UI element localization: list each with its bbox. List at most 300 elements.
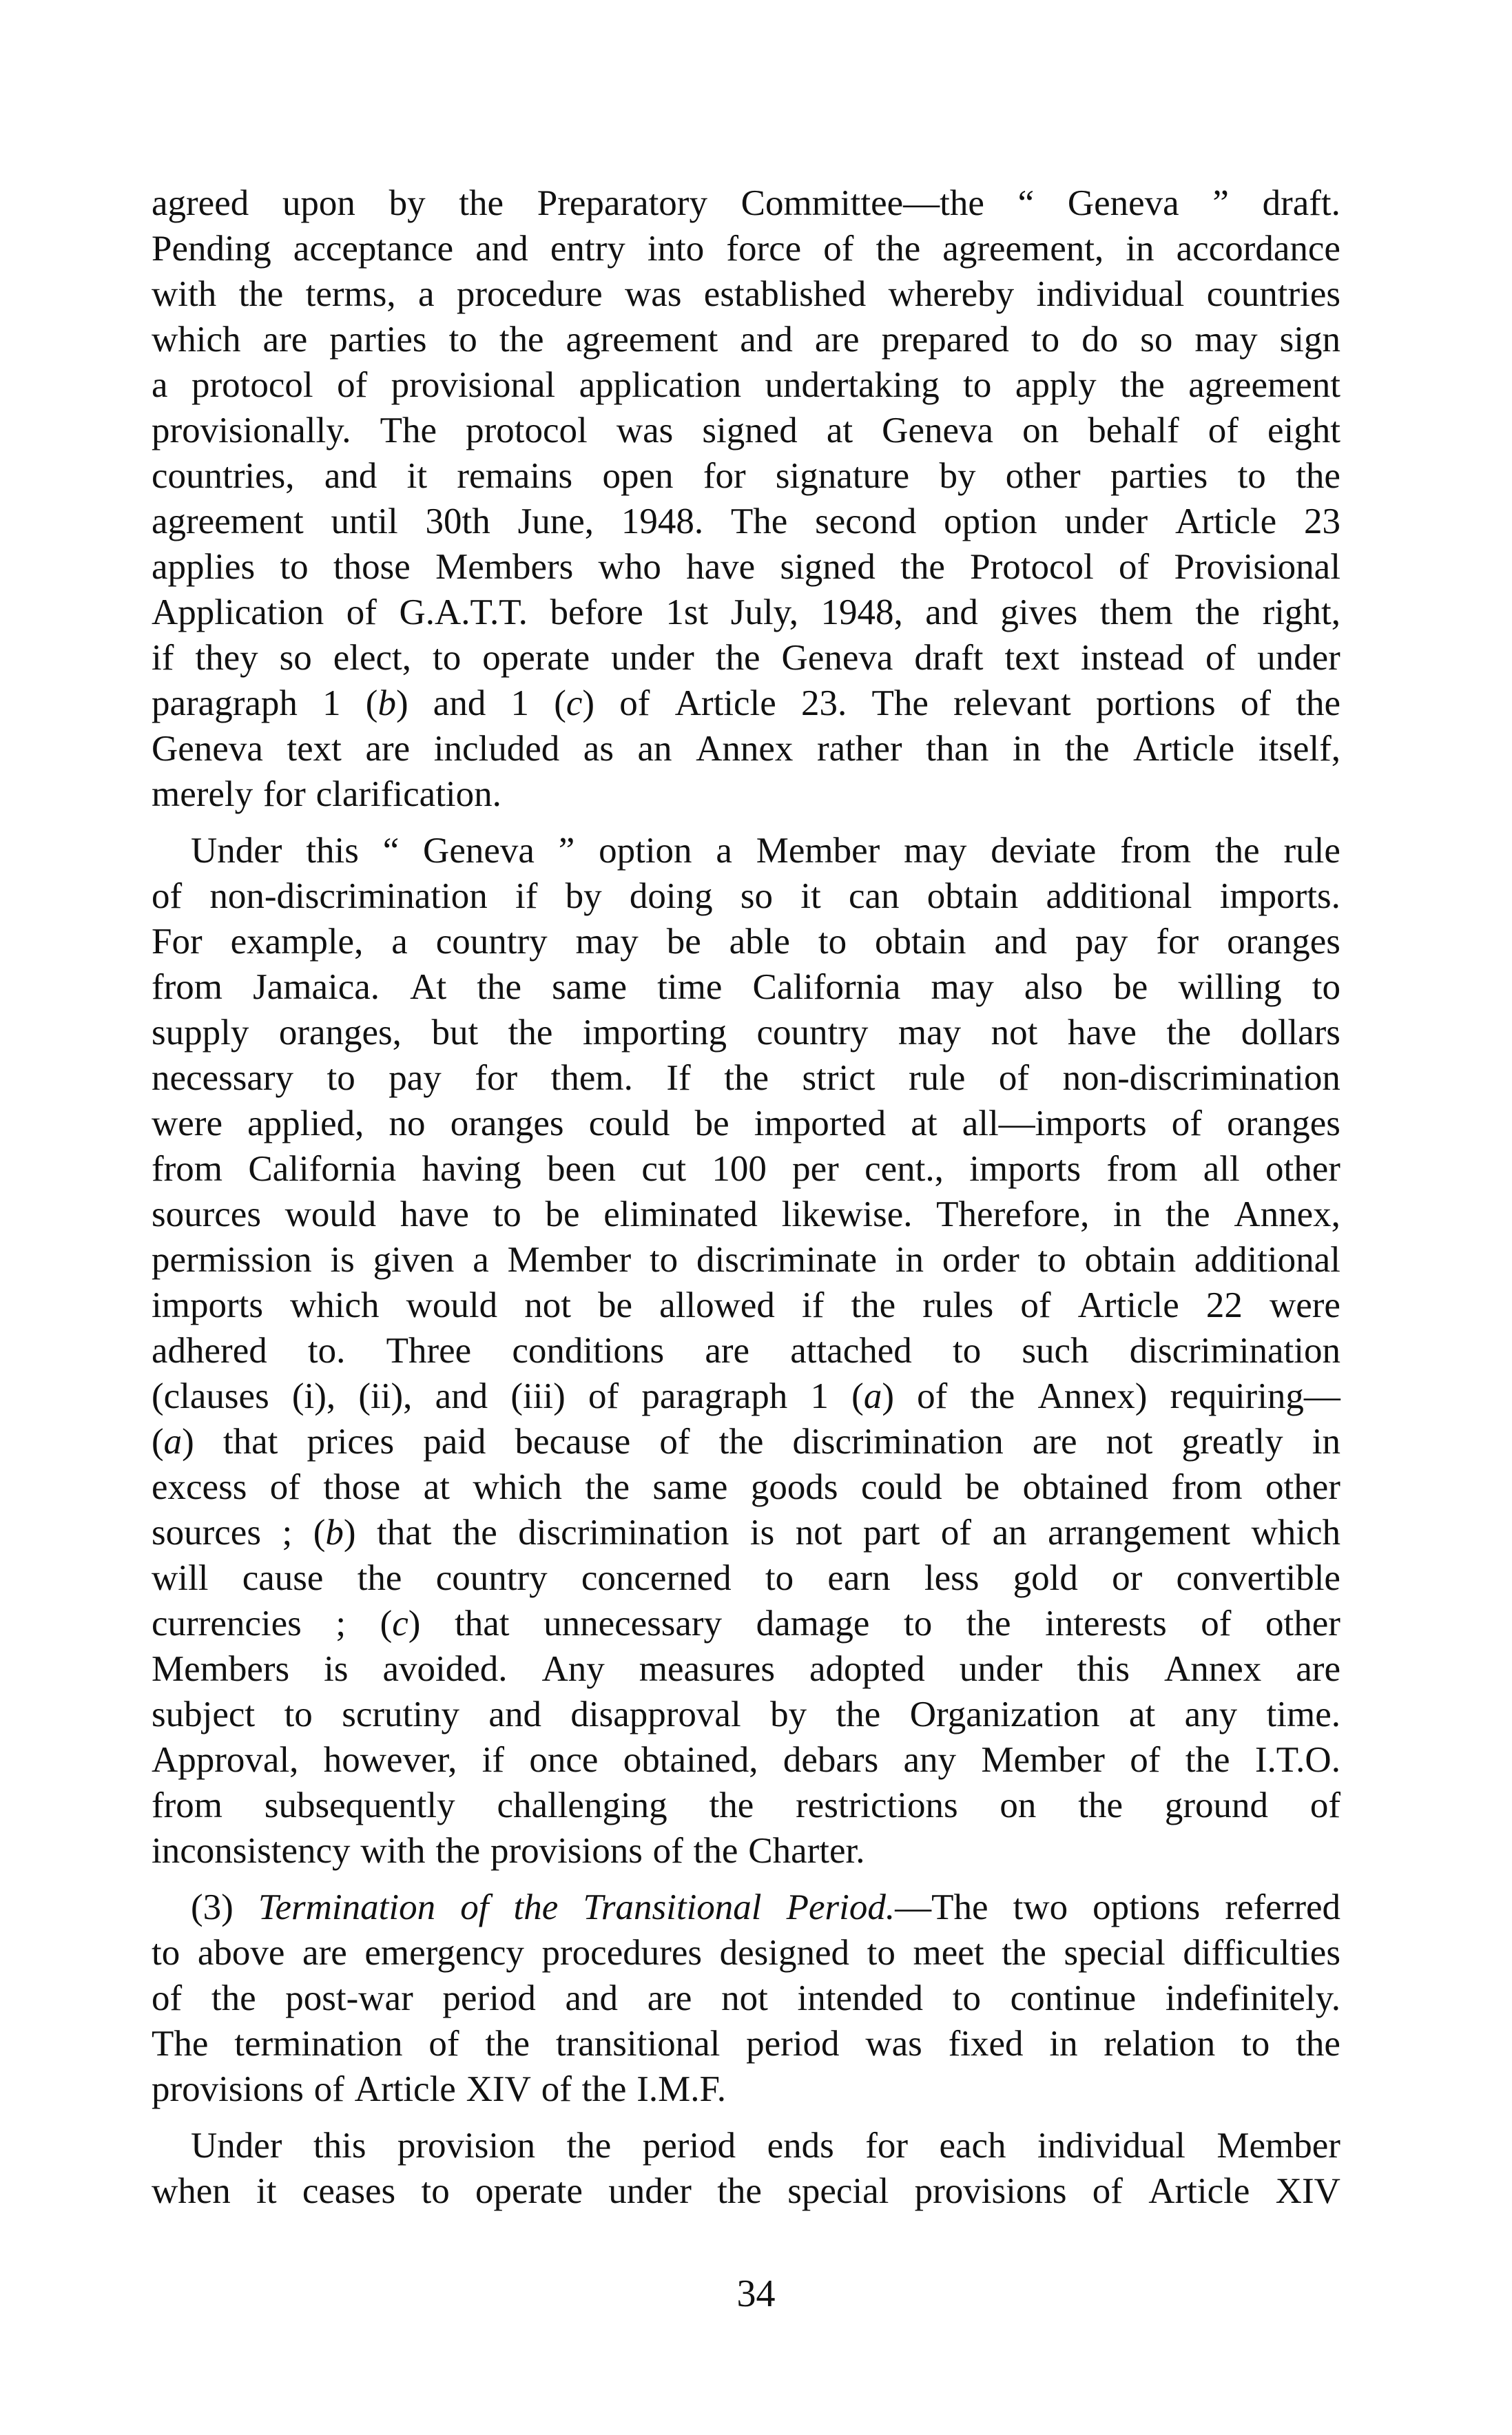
text-line [152, 1055, 1340, 1101]
word: no [389, 1103, 426, 1143]
word: of [1171, 1103, 1202, 1143]
word: in [895, 1240, 924, 1280]
word: Geneva [882, 411, 994, 450]
word: paragraph [152, 683, 298, 723]
word: additional [1046, 876, 1192, 916]
word: which [473, 1467, 562, 1507]
word: so [740, 876, 773, 916]
word: remains [457, 456, 573, 496]
word: the [1296, 683, 1340, 723]
word: Any [541, 1649, 605, 1689]
word: The [871, 683, 929, 723]
text-line [152, 499, 1340, 544]
word: unnecessary [543, 1604, 723, 1644]
word: of [1240, 683, 1272, 723]
word: 1 [322, 683, 341, 723]
word: protocol [191, 365, 313, 405]
section-heading-word: Termination [258, 1887, 436, 1927]
word: able [729, 922, 790, 962]
word: do [1081, 320, 1119, 360]
text-line [152, 828, 1340, 873]
word: discrimination [792, 1422, 1004, 1462]
word: signed [780, 547, 876, 587]
word: under [1257, 638, 1340, 678]
word: Member [981, 1740, 1105, 1780]
word: convertible [1176, 1558, 1340, 1598]
word: transitional [555, 2024, 721, 2064]
word: arrangement [1048, 1513, 1230, 1553]
text-line [152, 1828, 1340, 1874]
word: operate [475, 2171, 583, 2211]
word: was [616, 411, 674, 450]
word: agreement [566, 320, 718, 360]
word: damage [756, 1604, 870, 1644]
word: Under [191, 2126, 282, 2166]
word: the [1296, 2024, 1340, 2064]
text-line [152, 2021, 1340, 2066]
word: elect, [333, 638, 411, 678]
word: (ii), [358, 1376, 413, 1416]
word: to [448, 320, 477, 360]
word: before [550, 592, 643, 632]
word: to [818, 922, 847, 962]
word: Protocol [970, 547, 1094, 587]
word: pay [1075, 922, 1128, 962]
word: have [400, 1194, 469, 1234]
word: and [740, 320, 793, 360]
word: would [284, 1194, 377, 1234]
word: currencies [152, 1604, 302, 1644]
text-line [152, 544, 1340, 590]
word: part [863, 1513, 920, 1553]
word: Article [674, 683, 776, 723]
word: if [152, 638, 174, 678]
word: from [152, 967, 223, 1007]
word: of [152, 876, 183, 916]
word: right, [1262, 592, 1340, 632]
word: to [1037, 1240, 1066, 1280]
word: force [726, 229, 802, 269]
text-line [152, 726, 1340, 771]
word: them [1099, 592, 1173, 632]
word: is [324, 1649, 349, 1689]
word: to [649, 1240, 679, 1280]
word: undertaking [765, 365, 940, 405]
word: Annex) [1037, 1376, 1148, 1416]
word: it [256, 2171, 277, 2211]
word: conditions [512, 1331, 665, 1371]
word: all [1203, 1149, 1240, 1189]
word: of [1205, 638, 1236, 678]
word: at [826, 411, 853, 450]
word: subsequently [264, 1785, 455, 1825]
word: draft [914, 638, 984, 678]
word: of [1020, 1285, 1051, 1325]
word: rule [1283, 831, 1340, 871]
word: of [346, 592, 377, 632]
word: countries [1206, 274, 1340, 314]
word: of [152, 1978, 183, 2018]
text-line [152, 1464, 1340, 1510]
word: of [652, 1831, 683, 1871]
word: ceases [302, 2171, 396, 2211]
word: have [686, 547, 756, 587]
word: obtained [1022, 1467, 1149, 1507]
word: G.A.T.T. [399, 592, 528, 632]
word: Geneva [423, 831, 535, 871]
text-line [152, 590, 1340, 635]
text-line [152, 1283, 1340, 1328]
word: to [152, 1933, 180, 1973]
word: have [1067, 1013, 1137, 1053]
word: 1 [810, 1376, 829, 1416]
word: and [925, 592, 978, 632]
word: applied, [247, 1103, 364, 1143]
word: a [473, 1240, 489, 1280]
text-line [152, 1419, 1340, 1464]
word: which [152, 320, 241, 360]
word: to [952, 1978, 981, 2018]
word: time. [1266, 1695, 1340, 1734]
word: under [611, 638, 694, 678]
text-line [152, 1146, 1340, 1192]
word: draft. [1262, 183, 1340, 223]
word: it [406, 456, 428, 496]
word: merely [152, 774, 253, 814]
word: the [585, 1467, 630, 1507]
word: to [421, 2171, 450, 2211]
word: in [1312, 1422, 1340, 1462]
word: or [1112, 1558, 1143, 1598]
paragraph-p4 [152, 2123, 1340, 2214]
word: also [1024, 967, 1084, 1007]
word: when [152, 2171, 231, 2211]
word: rather [816, 729, 902, 769]
word: parties [1110, 456, 1208, 496]
word: to [1031, 320, 1060, 360]
word: obtain [926, 876, 1019, 916]
word: for [262, 774, 306, 814]
word: the [693, 1831, 738, 1871]
word: to. [307, 1331, 346, 1371]
word: (b) [365, 683, 408, 723]
word: be [694, 1103, 729, 1143]
text-line [152, 180, 1340, 226]
word: procedure [456, 274, 603, 314]
word: importing [582, 1013, 727, 1053]
word: of [1208, 411, 1239, 450]
word: to [867, 1933, 895, 1973]
paragraph-p1 [152, 180, 1340, 817]
word: same [652, 1467, 728, 1507]
word: of [940, 1513, 972, 1553]
word: “ [1017, 183, 1035, 223]
word: is [330, 1240, 355, 1280]
text-line [152, 1328, 1340, 1374]
word: other [1265, 1467, 1340, 1507]
word: measures [639, 1649, 775, 1689]
word: each [939, 2126, 1006, 2166]
word: Annex [696, 729, 794, 769]
word: any [1184, 1695, 1238, 1734]
word: provisions [914, 2171, 1067, 2211]
word: accordance [1176, 229, 1340, 269]
word: will [152, 1558, 209, 1598]
word: Pending [152, 229, 271, 269]
word: necessary [152, 1058, 293, 1098]
word: eight [1267, 411, 1340, 450]
word: subject [152, 1695, 256, 1734]
word: of [1309, 1785, 1340, 1825]
word: agreement [1188, 365, 1340, 405]
word: 22 [1205, 1285, 1243, 1325]
text-line [152, 635, 1340, 681]
word: in [1049, 2024, 1078, 2064]
text-line [152, 1237, 1340, 1283]
text-line [152, 226, 1340, 271]
word: with [360, 1831, 426, 1871]
word: imported [754, 1103, 887, 1143]
word: are [1032, 1422, 1077, 1462]
word: discrimination [518, 1513, 729, 1553]
word: permission [152, 1240, 312, 1280]
word: not [721, 1978, 768, 2018]
word: be [965, 1467, 1000, 1507]
word: Three [386, 1331, 472, 1371]
word: avoided. [382, 1649, 508, 1689]
text-line [152, 408, 1340, 453]
word: been [547, 1149, 617, 1189]
word: imports [152, 1285, 263, 1325]
word: to [953, 1331, 982, 1371]
word: those [333, 547, 411, 587]
word: to [903, 1604, 933, 1644]
word: are [1296, 1649, 1340, 1689]
word: If [666, 1058, 691, 1098]
word: per [792, 1149, 839, 1189]
word: Under [191, 831, 282, 871]
text-line [152, 1737, 1340, 1783]
word: portions [1095, 683, 1216, 723]
text-line [152, 453, 1340, 499]
word: may [931, 967, 994, 1007]
word: willing [1178, 967, 1282, 1007]
word: special [1064, 1933, 1166, 1973]
word: (b) [313, 1513, 356, 1553]
word: of [659, 1422, 690, 1462]
word: oranges [450, 1103, 564, 1143]
word: (a) [152, 1422, 194, 1462]
page-number: 34 [736, 2272, 776, 2315]
text-line [152, 919, 1340, 964]
word: the [966, 1604, 1011, 1644]
word: prices [307, 1422, 395, 1462]
word: Members [435, 547, 574, 587]
word: country [435, 1558, 548, 1598]
word: to [1312, 967, 1340, 1007]
word: a [716, 831, 732, 871]
word: the [1002, 1933, 1046, 1973]
word: relation [1104, 2024, 1216, 2064]
word: rules [922, 1285, 994, 1325]
word: doing [629, 876, 713, 916]
document-page [152, 180, 1340, 2214]
word: time [657, 967, 723, 1007]
word: period [442, 1978, 536, 2018]
word: option [944, 501, 1037, 541]
word: in [1126, 229, 1154, 269]
word: this [1077, 1649, 1130, 1689]
word: (iii) [510, 1376, 566, 1416]
word: the [1120, 365, 1165, 405]
word: and [435, 1376, 488, 1416]
word: and [488, 1695, 541, 1734]
word: of [619, 683, 650, 723]
word: ; [282, 1513, 293, 1553]
word: paragraph [641, 1376, 788, 1416]
word: the [238, 274, 284, 314]
word: the [1195, 592, 1241, 632]
paragraph-p2 [152, 828, 1340, 1874]
word: until [331, 501, 398, 541]
word: of [313, 2069, 344, 2109]
word: which [290, 1285, 380, 1325]
word: designed [719, 1933, 850, 1973]
word: at [423, 1467, 450, 1507]
word: provision [397, 2126, 536, 2166]
word: oranges [1227, 922, 1340, 962]
word: be [666, 922, 701, 962]
word: behalf [1088, 411, 1179, 450]
text-line [152, 317, 1340, 362]
word: agreed [152, 183, 249, 223]
word: whereby [888, 274, 1015, 314]
section-heading-word: of [460, 1887, 489, 1927]
text-line [152, 2168, 1340, 2214]
word: of [1092, 2171, 1123, 2211]
text-line [152, 271, 1340, 317]
word: for [865, 2126, 909, 2166]
word: parties [329, 320, 427, 360]
text-line [152, 1601, 1340, 1646]
word: of [269, 1467, 300, 1507]
word: less [924, 1558, 980, 1598]
word: the [477, 967, 522, 1007]
word: operate [482, 638, 590, 678]
word: were [152, 1103, 222, 1143]
word: Therefore, [936, 1194, 1090, 1234]
word: the [1166, 1013, 1212, 1053]
word: relevant [953, 683, 1071, 723]
word: the [709, 1785, 754, 1825]
word: included [433, 729, 560, 769]
word: may [575, 922, 639, 962]
word: so [279, 638, 312, 678]
word: if [802, 1285, 825, 1325]
word: individual [1037, 2126, 1185, 2166]
word: and [324, 456, 377, 496]
word: period [642, 2126, 736, 2166]
word: by [939, 456, 976, 496]
word: into [647, 229, 705, 269]
word: emergency [364, 1933, 524, 1973]
word: to [1237, 456, 1266, 496]
word: ; [335, 1604, 346, 1644]
word: rule [908, 1058, 966, 1098]
word: to [280, 547, 309, 587]
word: the [836, 1695, 881, 1734]
word: the [715, 638, 760, 678]
word: likewise. [781, 1194, 913, 1234]
word: given [373, 1240, 455, 1280]
word: of [1130, 1740, 1161, 1780]
word: for [703, 456, 746, 496]
word: the [211, 1978, 256, 2018]
word: discrimination [1129, 1331, 1340, 1371]
word: it [800, 876, 821, 916]
word: the [435, 1831, 481, 1871]
word: Article [1133, 729, 1235, 769]
text-line [152, 873, 1340, 919]
word: at [1128, 1695, 1156, 1734]
word: post-war [285, 1978, 413, 2018]
word: gold [1013, 1558, 1078, 1598]
word: text [287, 729, 342, 769]
text-line [152, 362, 1340, 408]
word: other [1005, 456, 1081, 496]
word: the [1078, 1785, 1123, 1825]
word: and [565, 1978, 619, 2018]
word: that [222, 1422, 278, 1462]
word: California [248, 1149, 397, 1189]
word: may [1194, 320, 1258, 360]
word: termination [234, 2024, 403, 2064]
word: under [608, 2171, 692, 2211]
word: of [998, 1058, 1030, 1098]
word: from [152, 1785, 223, 1825]
word: if [481, 1740, 505, 1780]
word: other [1265, 1604, 1340, 1644]
word: all—imports [962, 1103, 1147, 1143]
word: by [565, 876, 602, 916]
word: of [428, 2024, 459, 2064]
word: the [970, 1376, 1015, 1416]
word: that [377, 1513, 432, 1553]
paragraph-p3 [152, 1885, 1340, 2112]
word: would [406, 1285, 498, 1325]
word: interests [1045, 1604, 1167, 1644]
word: from [1171, 1467, 1243, 1507]
word: of [337, 365, 368, 405]
text-line [152, 1930, 1340, 1976]
word: the [1214, 831, 1260, 871]
word: of [1119, 547, 1150, 587]
word: upon [282, 183, 355, 223]
word: Member [1216, 2126, 1340, 2166]
word: a [391, 922, 408, 962]
word: apply [1015, 365, 1097, 405]
word: continue [1010, 1978, 1137, 2018]
word: applies [152, 547, 256, 587]
word: in [1113, 1194, 1142, 1234]
word: Geneva [781, 638, 893, 678]
word: them. [550, 1058, 633, 1098]
section-number: (3) [191, 1887, 234, 1927]
word: sign [1279, 320, 1340, 360]
word: scrutiny [342, 1695, 459, 1734]
word: I.M.F. [636, 2069, 727, 2109]
word: 1 [510, 683, 530, 723]
